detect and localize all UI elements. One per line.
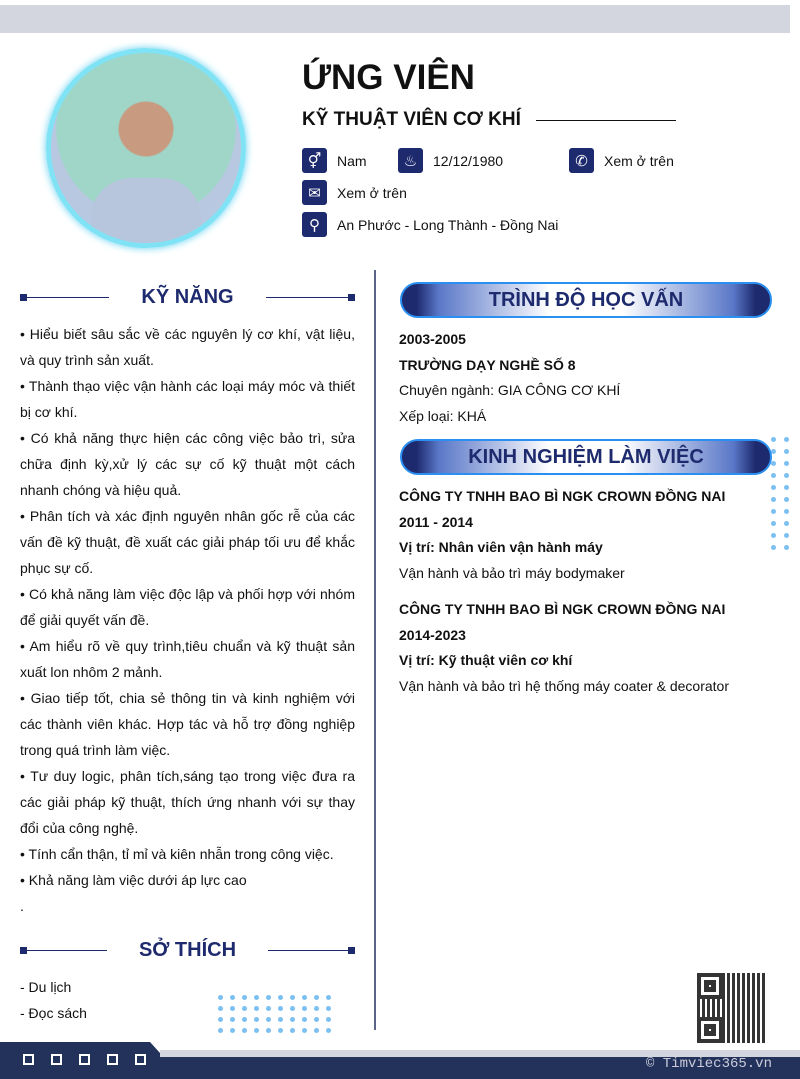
dot [784, 497, 789, 502]
avatar-photo [46, 48, 246, 248]
dot [771, 497, 776, 502]
hobby-item: - Du lịch [20, 979, 72, 995]
birthday-info [398, 148, 503, 173]
decorative-dots [771, 437, 789, 550]
education-school: TRƯỜNG DẠY NGHỀ SỐ 8 [399, 356, 576, 373]
job-company: CÔNG TY TNHH BAO BÌ NGK CROWN ĐỒNG NAI [399, 601, 726, 617]
skill-item: • Hiểu biết sâu sắc về các nguyên lý cơ khí, vật liệu, và quy trình sản xuất. [20, 326, 355, 368]
dot [771, 533, 776, 538]
dot [254, 1006, 259, 1011]
skill-item: • Có khả năng thực hiện các công việc bảo trì, sửa chữa định kỳ,xử lý các sự cố kỹ thuật một cách nhanh chóng và hiệu quả. [20, 430, 355, 498]
dot [290, 1028, 295, 1033]
job-title: KỸ THUẬT VIÊN CƠ KHÍ [302, 109, 521, 130]
dot [771, 509, 776, 514]
dot [254, 1028, 259, 1033]
skill-item: • Có khả năng làm việc độc lập và phối hợp với nhóm để giải quyết vấn đề. [20, 586, 355, 628]
dot [242, 1017, 247, 1022]
dot [771, 461, 776, 466]
skill-item: • Tính cẩn thận, tỉ mỉ và kiên nhẫn trong công việc. [20, 846, 334, 862]
dot [326, 1017, 331, 1022]
location-pin-icon: ⚲ [302, 212, 327, 237]
hobby-item: - Đọc sách [20, 1005, 87, 1021]
dot [254, 1017, 259, 1022]
dot [278, 1017, 283, 1022]
hobbies-title: SỞ THÍCH [138, 939, 237, 961]
job-period: 2011 - 2014 [399, 513, 473, 530]
dot [242, 1006, 247, 1011]
dot [218, 1017, 223, 1022]
dot [218, 1006, 223, 1011]
experience-entry [399, 484, 725, 586]
hobbies-list [20, 974, 87, 1026]
dot [326, 1006, 331, 1011]
dot [302, 1006, 307, 1011]
dot [290, 1017, 295, 1022]
skills-heading [20, 286, 355, 309]
dot [326, 995, 331, 1000]
dot [314, 1006, 319, 1011]
dot [278, 1006, 283, 1011]
top-bar [0, 5, 790, 33]
skill-item: • Phân tích và xác định nguyên nhân gốc rễ của các vấn đề kỹ thuật, đề xuất các giải pháp tối ưu để khắc phục sự cố. [20, 508, 355, 576]
dot [242, 1028, 247, 1033]
skill-item: • Am hiểu rõ về quy trình,tiêu chuẩn và kỹ thuật sản xuất lon nhôm 2 mảnh. [20, 638, 355, 680]
dot [230, 995, 235, 1000]
email-info [302, 180, 407, 205]
dot [230, 1006, 235, 1011]
job-company: CÔNG TY TNHH BAO BÌ NGK CROWN ĐỒNG NAI [399, 488, 726, 504]
qr-code [697, 973, 767, 1043]
square-icon [79, 1054, 90, 1065]
experience-entry [399, 597, 729, 699]
job-description: Vận hành và bảo trì máy bodymaker [399, 564, 625, 581]
dot [266, 1017, 271, 1022]
dot [290, 995, 295, 1000]
skill-item: . [20, 898, 24, 914]
education-entry [399, 327, 620, 429]
dot [302, 995, 307, 1000]
candidate-name: ỨNG VIÊN [302, 58, 475, 97]
education-major: Chuyên ngành: GIA CÔNG CƠ KHÍ [399, 382, 621, 398]
dot [230, 1028, 235, 1033]
dot [771, 473, 776, 478]
dot [784, 461, 789, 466]
dot [218, 995, 223, 1000]
dot [278, 1028, 283, 1033]
dot [784, 449, 789, 454]
experience-heading: KINH NGHIỆM LÀM VIỆC [400, 439, 772, 475]
copyright: © Timviec365.vn [645, 1056, 772, 1072]
cake-icon: ♨ [398, 148, 423, 173]
education-period: 2003-2005 [399, 331, 466, 347]
dot [784, 473, 789, 478]
dot [784, 485, 789, 490]
skill-item: • Tư duy logic, phân tích,sáng tạo trong việc đưa ra các giải pháp kỹ thuật, thích ứng nhanh với sự thay đổi của công nghệ. [20, 768, 355, 836]
mail-icon: ✉ [302, 180, 327, 205]
square-icon [107, 1054, 118, 1065]
education-grade: Xếp loại: KHÁ [399, 407, 487, 424]
dot [771, 437, 776, 442]
divider [536, 120, 676, 121]
address-text: An Phước - Long Thành - Đồng Nai [337, 216, 559, 233]
dot [302, 1017, 307, 1022]
phone-icon: ✆ [569, 148, 594, 173]
gender-info [302, 148, 367, 173]
address-info [302, 212, 558, 237]
phone-info [569, 148, 674, 173]
dot [314, 1028, 319, 1033]
dot [230, 1017, 235, 1022]
dot [784, 521, 789, 526]
job-period: 2014-2023 [399, 626, 466, 643]
dot [218, 1028, 223, 1033]
decorative-dots [218, 995, 331, 1033]
phone-text: Xem ở trên [604, 152, 674, 169]
skills-title: KỸ NĂNG [141, 286, 234, 308]
skills-list [20, 321, 355, 919]
skill-item: • Khả năng làm việc dưới áp lực cao [20, 872, 247, 888]
email-text: Xem ở trên [337, 184, 407, 201]
birthday-text: 12/12/1980 [433, 152, 504, 169]
column-divider [374, 270, 376, 1030]
education-heading: TRÌNH ĐỘ HỌC VẤN [400, 282, 772, 318]
dot [290, 1006, 295, 1011]
skill-item: • Giao tiếp tốt, chia sẻ thông tin và kinh nghiệm với các thành viên khác. Hợp tác và hỗ trợ đồng nghiệp trong quá trình làm việc. [20, 690, 355, 758]
job-position: Vị trí: Nhân viên vận hành máy [399, 539, 603, 555]
dot [266, 1006, 271, 1011]
job-description: Vận hành và bảo trì hệ thống máy coater & decorator [399, 677, 729, 694]
dot [771, 545, 776, 550]
dot [254, 995, 259, 1000]
gender-icon: ⚥ [302, 148, 327, 173]
dot [771, 521, 776, 526]
dot [242, 995, 247, 1000]
square-icon [135, 1054, 146, 1065]
dot [784, 533, 789, 538]
dot [771, 485, 776, 490]
job-position: Vị trí: Kỹ thuật viên cơ khí [399, 652, 573, 668]
skill-item: • Thành thạo việc vận hành các loại máy móc và thiết bị cơ khí. [20, 378, 355, 420]
dot [784, 545, 789, 550]
dot [314, 1017, 319, 1022]
gender-text: Nam [337, 152, 367, 169]
dot [314, 995, 319, 1000]
dot [278, 995, 283, 1000]
dot [266, 995, 271, 1000]
hobbies-heading [20, 939, 355, 962]
dot [266, 1028, 271, 1033]
dot [302, 1028, 307, 1033]
square-icon [51, 1054, 62, 1065]
dot [784, 509, 789, 514]
square-icon [23, 1054, 34, 1065]
dot [784, 437, 789, 442]
dot [326, 1028, 331, 1033]
